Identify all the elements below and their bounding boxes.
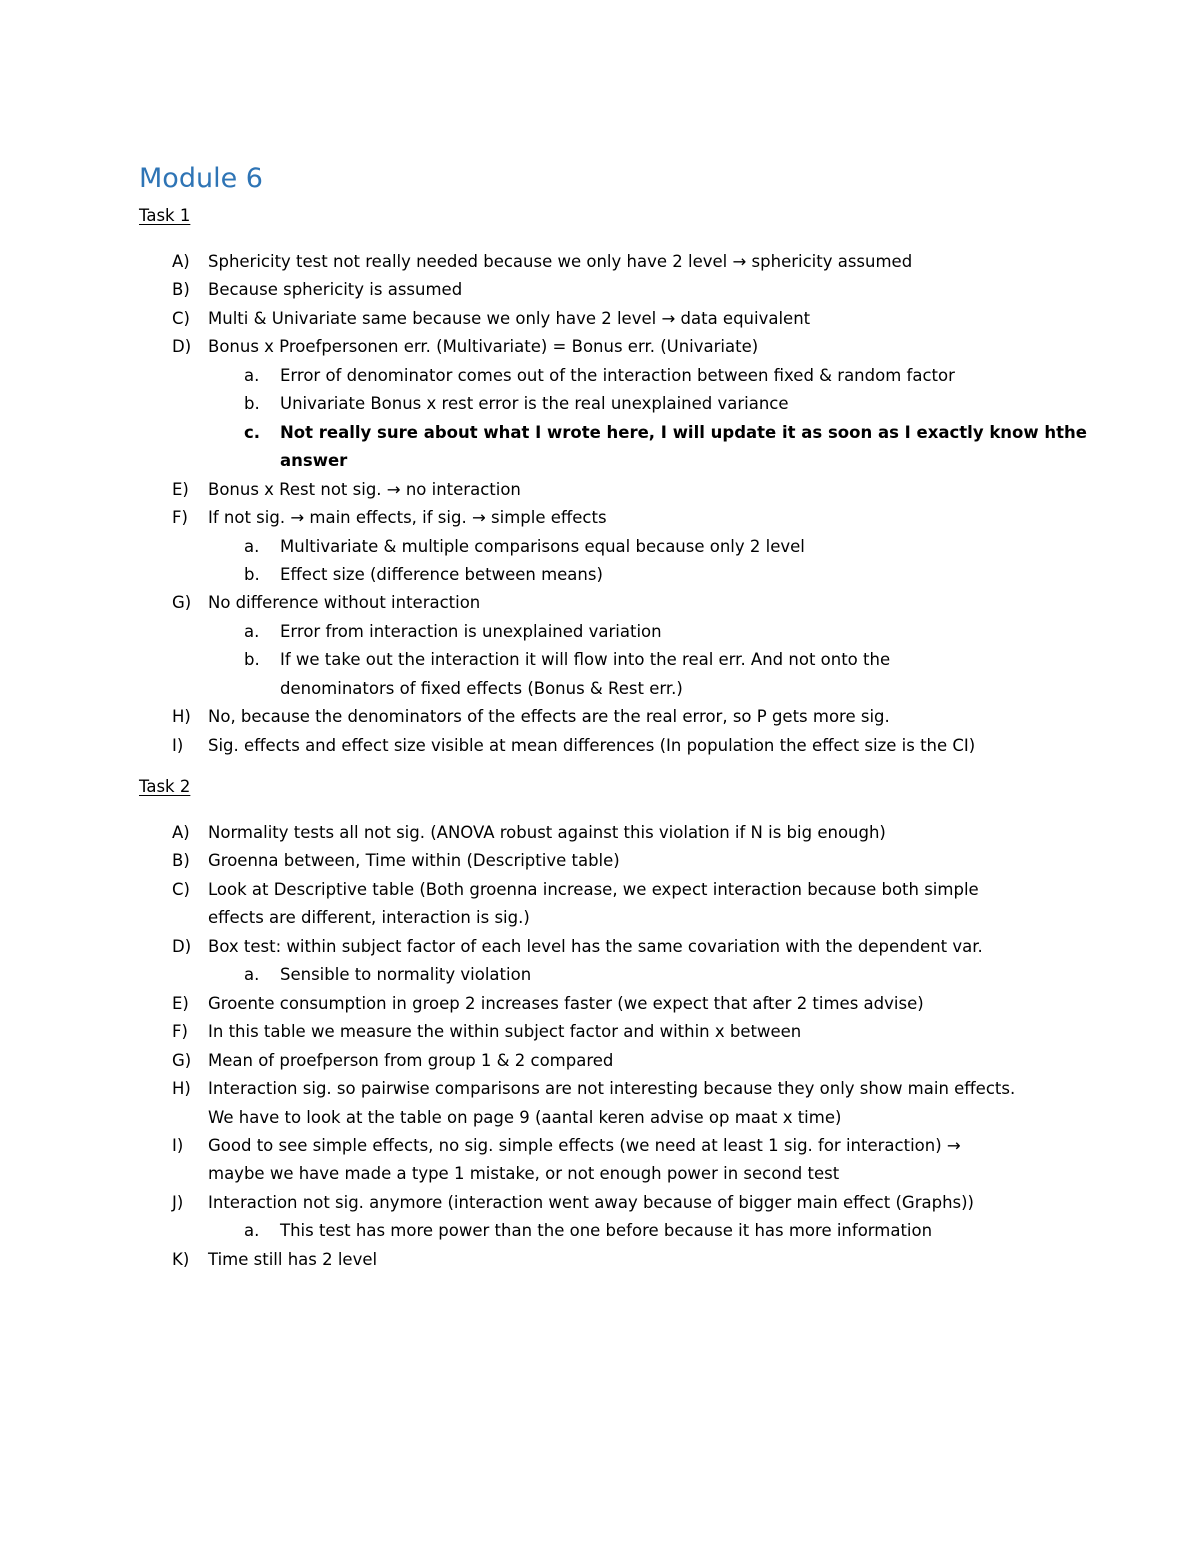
list-marker: G) — [172, 1050, 192, 1070]
list-item-text: Multi & Univariate same because we only have 2 level → data equivalent — [208, 308, 811, 328]
list-marker: H) — [172, 1079, 191, 1099]
list-item-text: This test has more power than the one before because it has more information — [280, 1221, 933, 1241]
list-marker: B) — [172, 280, 190, 300]
list-item-text: Good to see simple effects, no sig. simple effects (we need at least 1 sig. for interaction) → — [208, 1135, 961, 1155]
list-item-text: effects are different, interaction is sig.) — [208, 908, 530, 928]
list-item-text: Interaction sig. so pairwise comparisons are not interesting because they only show main effects. — [208, 1079, 1016, 1099]
list-marker: B) — [172, 851, 190, 871]
list-item-text: Groenna between, Time within (Descriptive table) — [208, 851, 620, 871]
list-item-text: denominators of fixed effects (Bonus & Rest err.) — [280, 678, 683, 698]
list-marker: D) — [172, 337, 192, 357]
list-item-text: Sphericity test not really needed because we only have 2 level → sphericity assumed — [208, 252, 913, 271]
list-item-text: No, because the denominators of the effects are the real error, so P gets more sig. — [208, 707, 890, 727]
list-item-text: Effect size (difference between means) — [280, 564, 603, 584]
list-item-text: answer — [280, 451, 348, 471]
list-item-text: Sig. effects and effect size visible at mean differences (In population the effect size is the CI) — [208, 735, 976, 755]
list-item-text: Error from interaction is unexplained variation — [280, 621, 662, 641]
list-item-text: Mean of proefperson from group 1 & 2 compared — [208, 1050, 614, 1070]
list-marker: K) — [172, 1249, 190, 1269]
list-item-text: If we take out the interaction it will flow into the real err. And not onto the — [280, 650, 891, 670]
list-marker: F) — [172, 508, 188, 528]
list-item-text: Not really sure about what I wrote here, I will update it as soon as I exactly know hthe — [280, 422, 1087, 442]
list-marker: b. — [244, 650, 260, 670]
list-item-text: Bonus x Rest not sig. → no interaction — [208, 479, 521, 499]
list-marker: G) — [172, 593, 192, 613]
list-item-text: Bonus x Proefpersonen err. (Multivariate) = Bonus err. (Univariate) — [208, 337, 759, 357]
list-marker: J) — [172, 1192, 184, 1212]
list-marker: E) — [172, 993, 189, 1013]
list-item-text: Time still has 2 level — [208, 1249, 378, 1269]
document-title: Module 6 — [139, 163, 263, 194]
list-marker: A) — [172, 252, 190, 271]
list-marker: H) — [172, 707, 191, 727]
list-marker: a. — [244, 536, 260, 556]
task1-heading: Task 1 — [139, 206, 191, 225]
list-item-text: If not sig. → main effects, if sig. → simple effects — [208, 508, 607, 528]
list-item-text: Look at Descriptive table (Both groenna increase, we expect interaction because both simple — [208, 879, 979, 899]
list-marker: I) — [172, 1135, 184, 1155]
list-marker: I) — [172, 735, 184, 755]
list-item-text: In this table we measure the within subject factor and within x between — [208, 1022, 802, 1042]
list-item-text: Error of denominator comes out of the interaction between fixed & random factor — [280, 365, 955, 385]
list-item-text: No difference without interaction — [208, 593, 481, 613]
list-marker: C) — [172, 308, 190, 328]
list-marker: a. — [244, 965, 260, 985]
list-item-text: Sensible to normality violation — [280, 965, 532, 985]
list-item-text: maybe we have made a type 1 mistake, or not enough power in second test — [208, 1164, 840, 1184]
list-item-text: Interaction not sig. anymore (interaction went away because of bigger main effect (Graphs)) — [208, 1192, 974, 1212]
list-marker: a. — [244, 621, 260, 641]
list-item-text: Univariate Bonus x rest error is the real unexplained variance — [280, 394, 789, 414]
list-item-text: Groente consumption in groep 2 increases faster (we expect that after 2 times advise) — [208, 993, 924, 1013]
list-marker: D) — [172, 936, 192, 956]
list-item-text: Multivariate & multiple comparisons equal because only 2 level — [280, 536, 805, 556]
list-marker: c. — [244, 422, 261, 442]
list-item-text: We have to look at the table on page 9 (aantal keren advise op maat x time) — [208, 1107, 842, 1127]
task2-heading: Task 2 — [139, 777, 191, 796]
list-item-text: Normality tests all not sig. (ANOVA robust against this violation if N is big enough) — [208, 823, 886, 842]
list-marker: C) — [172, 879, 190, 899]
list-marker: a. — [244, 1221, 260, 1241]
list-marker: a. — [244, 365, 260, 385]
list-marker: A) — [172, 823, 190, 842]
list-item-text: Box test: within subject factor of each level has the same covariation with the dependent var. — [208, 936, 983, 956]
list-item-text: Because sphericity is assumed — [208, 280, 463, 300]
list-marker: b. — [244, 564, 260, 584]
list-marker: E) — [172, 479, 189, 499]
list-marker: F) — [172, 1022, 188, 1042]
list-marker: b. — [244, 394, 260, 414]
